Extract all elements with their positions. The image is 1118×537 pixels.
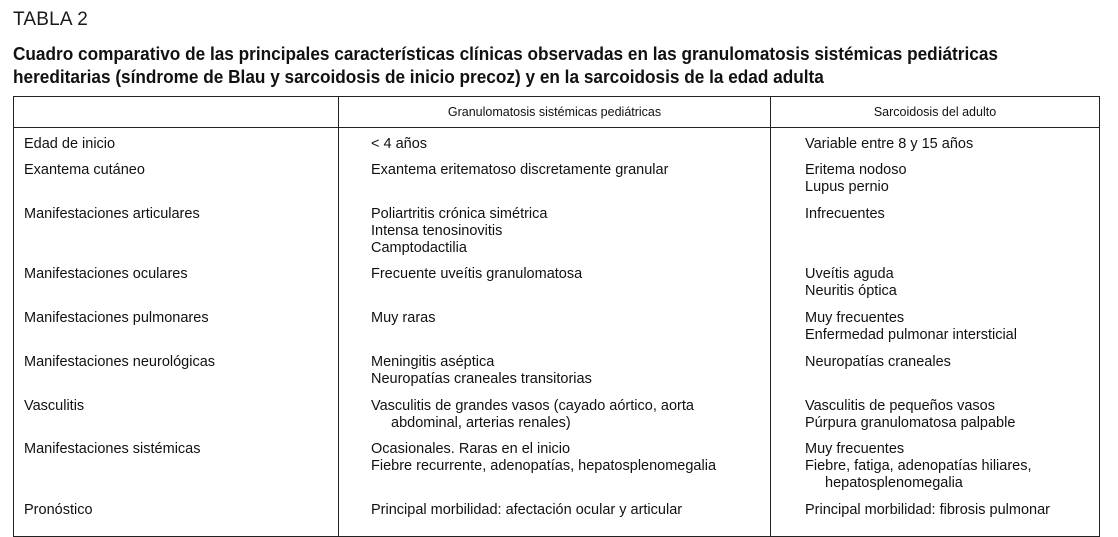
- adult-line: Neuropatías craneales: [805, 354, 951, 370]
- table-row: [14, 128, 1100, 163]
- table-row: [14, 266, 1100, 310]
- pediatric-cell: [339, 398, 771, 441]
- feature-label: Edad de inicio: [24, 136, 116, 152]
- adult-line: Principal morbilidad: fibrosis pulmonar: [805, 502, 1050, 518]
- adult-cell: [771, 206, 1100, 266]
- header-feature: [14, 97, 339, 128]
- table-row: [14, 441, 1100, 502]
- adult-line: Uveítis aguda: [805, 266, 894, 282]
- comparison-table: [13, 96, 1100, 537]
- pediatric-line: Ocasionales. Raras en el inicio: [371, 441, 571, 457]
- pediatric-cell: [339, 441, 771, 502]
- row-feature-cell: [14, 162, 339, 206]
- table-row: [14, 162, 1100, 206]
- adult-line: Enfermedad pulmonar intersticial: [805, 327, 1017, 343]
- adult-line: Vasculitis de pequeños vasos: [805, 398, 995, 414]
- pediatric-cell: [339, 206, 771, 266]
- table-label: TABLA 2: [13, 9, 88, 30]
- title-line-2: hereditarias (síndrome de Blau y sarcoidosis de inicio precoz) y en la sarcoidosis de la edad adulta: [13, 66, 824, 87]
- header-row: [14, 97, 1100, 128]
- feature-label: Manifestaciones pulmonares: [24, 310, 209, 326]
- pediatric-line: Intensa tenosinovitis: [371, 223, 503, 239]
- row-feature-cell: [14, 441, 339, 502]
- adult-cell: [771, 310, 1100, 354]
- pediatric-line: Exantema eritematoso discretamente granular: [371, 162, 669, 178]
- table-row: [14, 398, 1100, 441]
- pediatric-line: Poliartritis crónica simétrica: [371, 206, 548, 222]
- header-adult: Sarcoidosis del adulto: [771, 97, 1100, 128]
- pediatric-line: Meningitis aséptica: [371, 354, 495, 370]
- table-body: [14, 128, 1100, 537]
- title-line-1: Cuadro comparativo de las principales características clínicas observadas en las granulomatosis sistémicas pediátricas: [13, 43, 998, 64]
- adult-line: Lupus pernio: [805, 179, 889, 195]
- adult-line: Eritema nodoso: [805, 162, 907, 178]
- pediatric-line: Vasculitis de grandes vasos (cayado aórtico, aorta: [371, 398, 694, 414]
- adult-line: Púrpura granulomatosa palpable: [805, 415, 1016, 431]
- row-feature-cell: [14, 266, 339, 310]
- adult-cell: [771, 162, 1100, 206]
- adult-cell: [771, 128, 1100, 163]
- feature-label: Manifestaciones sistémicas: [24, 441, 201, 457]
- pediatric-cell: [339, 354, 771, 398]
- adult-line: Fiebre, fatiga, adenopatías hiliares,: [805, 458, 1032, 474]
- adult-line: Variable entre 8 y 15 años: [805, 136, 974, 152]
- adult-cell: [771, 354, 1100, 398]
- adult-line: Muy frecuentes: [805, 441, 905, 457]
- pediatric-line: < 4 años: [371, 136, 428, 152]
- pediatric-line: Principal morbilidad: afectación ocular y articular: [371, 502, 683, 518]
- adult-line: Infrecuentes: [805, 206, 885, 222]
- pediatric-cell: [339, 502, 771, 537]
- adult-line: Neuritis óptica: [805, 283, 897, 299]
- pediatric-cell: [339, 162, 771, 206]
- pediatric-line: Frecuente uveítis granulomatosa: [371, 266, 583, 282]
- adult-line: hepatosplenomegalia: [825, 475, 963, 491]
- table-title: [13, 42, 1027, 88]
- header-pediatric: Granulomatosis sistémicas pediátricas: [339, 97, 771, 128]
- feature-label: Manifestaciones oculares: [24, 266, 188, 282]
- table-row: [14, 206, 1100, 266]
- pediatric-line: Fiebre recurrente, adenopatías, hepatosplenomegalia: [371, 458, 717, 474]
- adult-cell: [771, 502, 1100, 537]
- adult-cell: [771, 266, 1100, 310]
- feature-label: Exantema cutáneo: [24, 162, 145, 178]
- feature-label: Pronóstico: [24, 502, 93, 518]
- table-row: [14, 310, 1100, 354]
- table-row: [14, 354, 1100, 398]
- pediatric-cell: [339, 310, 771, 354]
- feature-label: Vasculitis: [24, 398, 85, 414]
- row-feature-cell: [14, 206, 339, 266]
- adult-cell: [771, 398, 1100, 441]
- pediatric-cell: [339, 128, 771, 163]
- pediatric-line: Camptodactilia: [371, 240, 467, 256]
- adult-line: Muy frecuentes: [805, 310, 905, 326]
- row-feature-cell: [14, 128, 339, 163]
- row-feature-cell: [14, 310, 339, 354]
- row-feature-cell: [14, 354, 339, 398]
- table-row: [14, 502, 1100, 537]
- feature-label: Manifestaciones neurológicas: [24, 354, 216, 370]
- pediatric-line: Neuropatías craneales transitorias: [371, 371, 592, 387]
- pediatric-line: abdominal, arterias renales): [391, 415, 571, 431]
- row-feature-cell: [14, 398, 339, 441]
- row-feature-cell: [14, 502, 339, 537]
- pediatric-line: Muy raras: [371, 310, 436, 326]
- pediatric-cell: [339, 266, 771, 310]
- feature-label: Manifestaciones articulares: [24, 206, 200, 222]
- adult-cell: [771, 441, 1100, 502]
